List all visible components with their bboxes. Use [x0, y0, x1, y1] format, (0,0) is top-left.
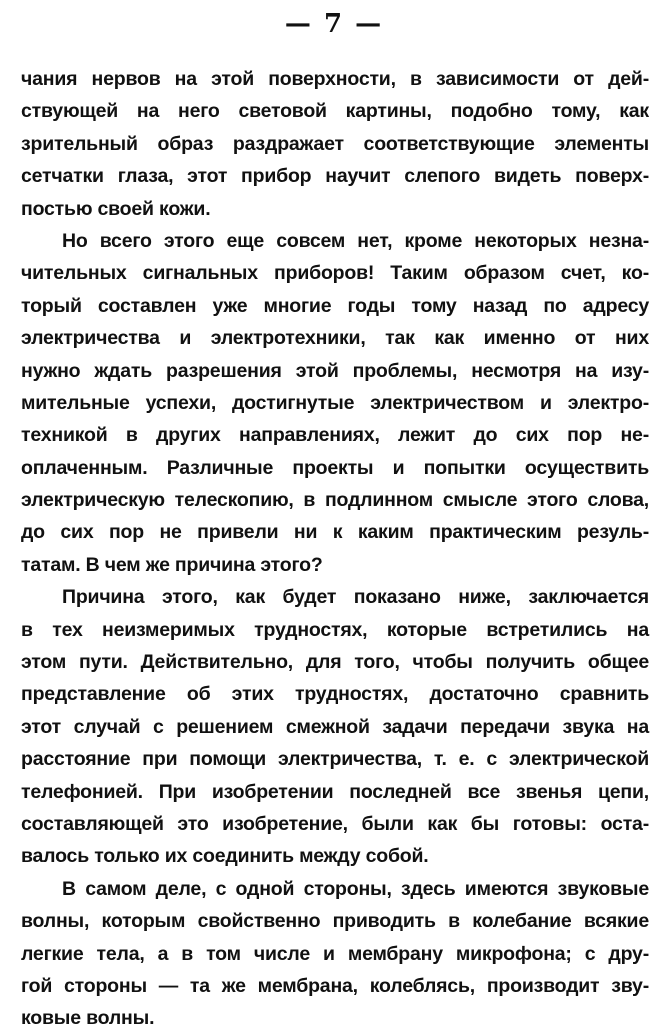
paragraph: [21, 873, 649, 1035]
text-line: этом пути. Действительно, для того, чтобы получить общее: [21, 651, 649, 674]
text-line: составляющей это изобретение, были как бы готовы: оста-: [21, 812, 649, 835]
text-line: оплаченным. Различные проекты и попытки осуществить: [21, 456, 649, 479]
text-line: Причина этого, как будет показано ниже, заключается: [62, 586, 649, 609]
text-line: электрическую телескопию, в подлинном смысле этого слова,: [21, 489, 649, 512]
text-line: расстояние при помощи электричества, т. е. с электрической: [21, 748, 649, 771]
text-line: ствующей на него световой картины, подобно тому, как: [21, 100, 649, 123]
text-line: до сих пор не привели ни к каким практическим резуль-: [21, 521, 649, 544]
text-line: валось только их соединить между собой.: [21, 845, 429, 868]
text-line: Но всего этого еще совсем нет, кроме некоторых незна-: [62, 229, 649, 252]
text-line: нужно ждать разрешения этой проблемы, несмотря на изу-: [21, 359, 649, 382]
paragraph: [21, 63, 649, 225]
paragraph: [21, 581, 649, 873]
text-line: чания нервов на этой поверхности, в зависимости от дей-: [21, 68, 649, 90]
text-line: В самом деле, с одной стороны, здесь имеются звуковые: [62, 877, 649, 900]
paragraph: [21, 225, 649, 581]
text-line: чительных сигнальных приборов! Таким образом счет, ко-: [21, 262, 649, 285]
text-line: постью своей кожи.: [21, 197, 211, 220]
text-line: торый составлен уже многие годы тому назад по адресу: [21, 294, 649, 317]
text-line: волны, которым свойственно приводить в колебание всякие: [21, 910, 649, 933]
page-number: — 7 —: [284, 9, 384, 39]
text-line: электричества и электротехники, так как именно от них: [21, 327, 649, 350]
page-body: [21, 63, 649, 1035]
text-line: зрительный образ раздражает соответствующие элементы: [21, 132, 649, 155]
text-line: ковые волны.: [21, 1007, 155, 1030]
text-line: легкие тела, а в том числе и мембрану микрофона; с дру-: [21, 942, 649, 965]
text-line: этот случай с решением смежной задачи передачи звука на: [21, 715, 649, 738]
text-line: мительные успехи, достигнутые электричеством и электро-: [21, 391, 649, 414]
text-line: техникой в других направлениях, лежит до сих пор не-: [21, 424, 649, 447]
text-line: сетчатки глаза, этот прибор научит слепого видеть поверх-: [21, 165, 649, 188]
text-line: татам. В чем же причина этого?: [21, 553, 323, 576]
text-line: представление об этих трудностях, достаточно сравнить: [21, 683, 649, 706]
text-line: гой стороны — та же мембрана, колеблясь, производит зву-: [21, 974, 649, 997]
text-line: телефонией. При изобретении последней все звенья цепи,: [21, 780, 649, 803]
text-line: в тех неизмеримых трудностях, которые встретились на: [21, 618, 649, 641]
